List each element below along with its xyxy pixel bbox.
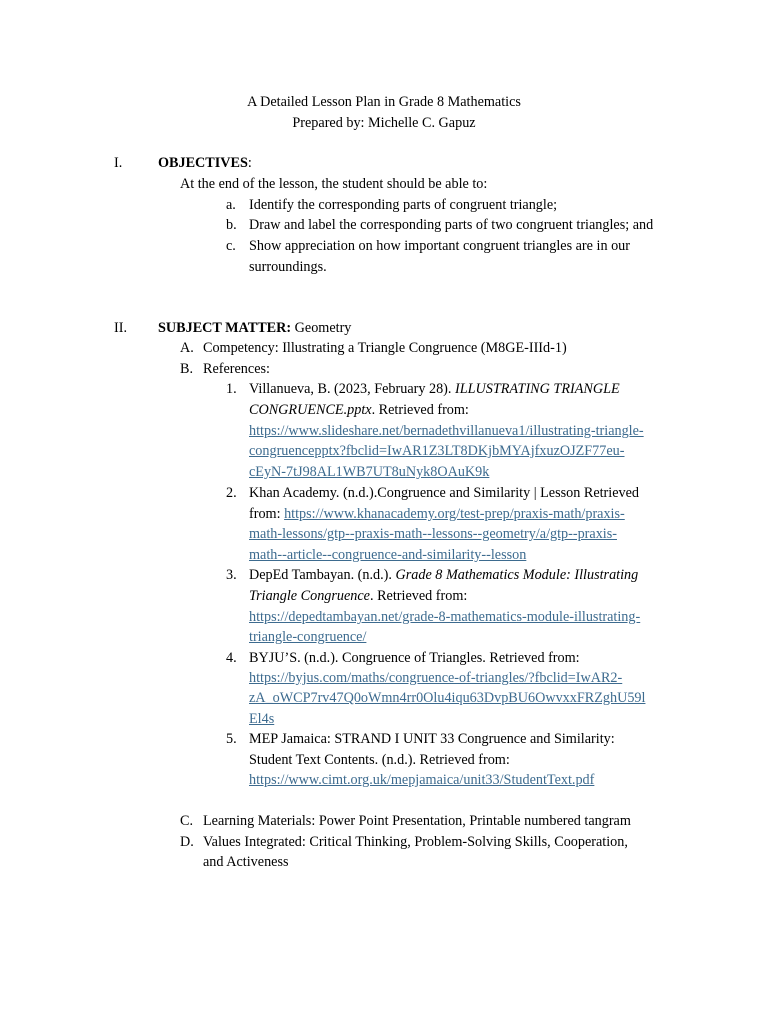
objectives-intro: At the end of the lesson, the student should be able to: bbox=[180, 176, 488, 192]
values-integrated-line2: and Activeness bbox=[203, 854, 289, 870]
reference-1-line1 bbox=[249, 381, 620, 398]
objective-a-text: Identify the corresponding parts of congruent triangle; bbox=[249, 197, 558, 213]
document-title: A Detailed Lesson Plan in Grade 8 Mathematics bbox=[247, 94, 521, 110]
objectives-heading: OBJECTIVES bbox=[158, 155, 248, 171]
reference-3-link-line1[interactable]: https://depedtambayan.net/grade-8-mathematics-module-illustrating- bbox=[249, 609, 641, 625]
reference-4-link-line2[interactable]: zA_oWCP7rv47Q0oWmn4rr0Olu4iqu63DvpBU6OwvxxFRZghU59l bbox=[249, 690, 646, 706]
reference-4-link-line1[interactable]: https://byjus.com/maths/congruence-of-triangles/?fbclid=IwAR2- bbox=[249, 670, 623, 686]
objective-c-text-line1: Show appreciation on how important congruent triangles are in our bbox=[249, 238, 630, 254]
reference-2-marker: 2. bbox=[226, 485, 237, 501]
reference-1-link-line2[interactable]: congruencepptx?fbclid=IwAR1Z3LT8DKjbMYAjfxuzOJZF77eu- bbox=[249, 443, 625, 459]
reference-3-line2 bbox=[249, 588, 467, 605]
objective-b-marker: b. bbox=[226, 217, 237, 233]
reference-5-marker: 5. bbox=[226, 731, 237, 747]
section-2-heading bbox=[158, 320, 351, 337]
reference-1-marker: 1. bbox=[226, 381, 237, 397]
reference-3-author: DepEd Tambayan. (n.d.). bbox=[249, 567, 396, 583]
objective-c-text-line2: surroundings. bbox=[249, 259, 327, 275]
item-b-marker: B. bbox=[180, 361, 194, 377]
reference-3-title-cont: Triangle Congruence bbox=[249, 588, 370, 604]
item-c-marker: C. bbox=[180, 813, 194, 829]
reference-2-link-line1[interactable]: https://www.khanacademy.org/test-prep/praxis-math/praxis- bbox=[284, 506, 625, 522]
reference-2-line2 bbox=[249, 506, 625, 523]
item-a-marker: A. bbox=[180, 340, 194, 356]
section-2-numeral: II. bbox=[114, 320, 127, 336]
reference-4-line1: BYJU’S. (n.d.). Congruence of Triangles. Retrieved from: bbox=[249, 650, 580, 666]
competency-text: Competency: Illustrating a Triangle Congruence (M8GE-IIId-1) bbox=[203, 340, 567, 356]
references-label: References: bbox=[203, 361, 270, 377]
reference-1-author: Villanueva, B. (2023, February 28). bbox=[249, 381, 456, 397]
prepared-by: Prepared by: Michelle C. Gapuz bbox=[292, 115, 476, 131]
reference-2-link-line2[interactable]: math-lessons/gtp--praxis-math--lessons--geometry/a/gtp--praxis- bbox=[249, 526, 617, 542]
learning-materials-text: Learning Materials: Power Point Presentation, Printable numbered tangram bbox=[203, 813, 631, 829]
reference-5-link[interactable]: https://www.cimt.org.uk/mepjamaica/unit33/StudentText.pdf bbox=[249, 772, 595, 788]
objective-c-marker: c. bbox=[226, 238, 236, 254]
section-1-heading bbox=[158, 155, 252, 172]
objective-a-marker: a. bbox=[226, 197, 236, 213]
reference-3-line1 bbox=[249, 567, 638, 584]
reference-3-title: Grade 8 Mathematics Module: Illustrating bbox=[395, 567, 639, 583]
reference-1-link-line3[interactable]: cEyN-7tJ98AL1WB7UT8uNyk8OAuK9k bbox=[249, 464, 490, 480]
reference-5-line2: Student Text Contents. (n.d.). Retrieved from: bbox=[249, 752, 510, 768]
reference-4-link-line3[interactable]: El4s bbox=[249, 711, 275, 727]
reference-3-link-line2[interactable]: triangle-congruence/ bbox=[249, 629, 367, 645]
reference-4-marker: 4. bbox=[226, 650, 237, 666]
reference-3-marker: 3. bbox=[226, 567, 237, 583]
reference-1-retrieved: . Retrieved from: bbox=[371, 402, 469, 418]
reference-2-line1: Khan Academy. (n.d.).Congruence and Similarity | Lesson Retrieved bbox=[249, 485, 640, 501]
objective-b-text: Draw and label the corresponding parts of two congruent triangles; and bbox=[249, 217, 654, 233]
subject-matter-heading: SUBJECT MATTER: bbox=[158, 320, 292, 336]
item-d-marker: D. bbox=[180, 834, 194, 850]
reference-5-line1: MEP Jamaica: STRAND I UNIT 33 Congruence and Similarity: bbox=[249, 731, 615, 747]
values-integrated-line1: Values Integrated: Critical Thinking, Problem-Solving Skills, Cooperation, bbox=[203, 834, 628, 850]
reference-1-line2 bbox=[249, 402, 469, 419]
section-1-numeral: I. bbox=[114, 155, 123, 171]
reference-1-link-line1[interactable]: https://www.slideshare.net/bernadethvillanueva1/illustrating-triangle- bbox=[249, 423, 644, 439]
subject-matter-value: Geometry bbox=[291, 320, 352, 336]
reference-3-retrieved: . Retrieved from: bbox=[369, 588, 468, 604]
objectives-colon: : bbox=[247, 155, 252, 171]
reference-2-from: from: bbox=[249, 506, 285, 522]
reference-2-link-line3[interactable]: math--article--congruence-and-similarity--lesson bbox=[249, 547, 527, 563]
reference-1-title: ILLUSTRATING TRIANGLE bbox=[455, 381, 620, 397]
reference-1-title-cont: CONGRUENCE.pptx bbox=[249, 402, 372, 418]
